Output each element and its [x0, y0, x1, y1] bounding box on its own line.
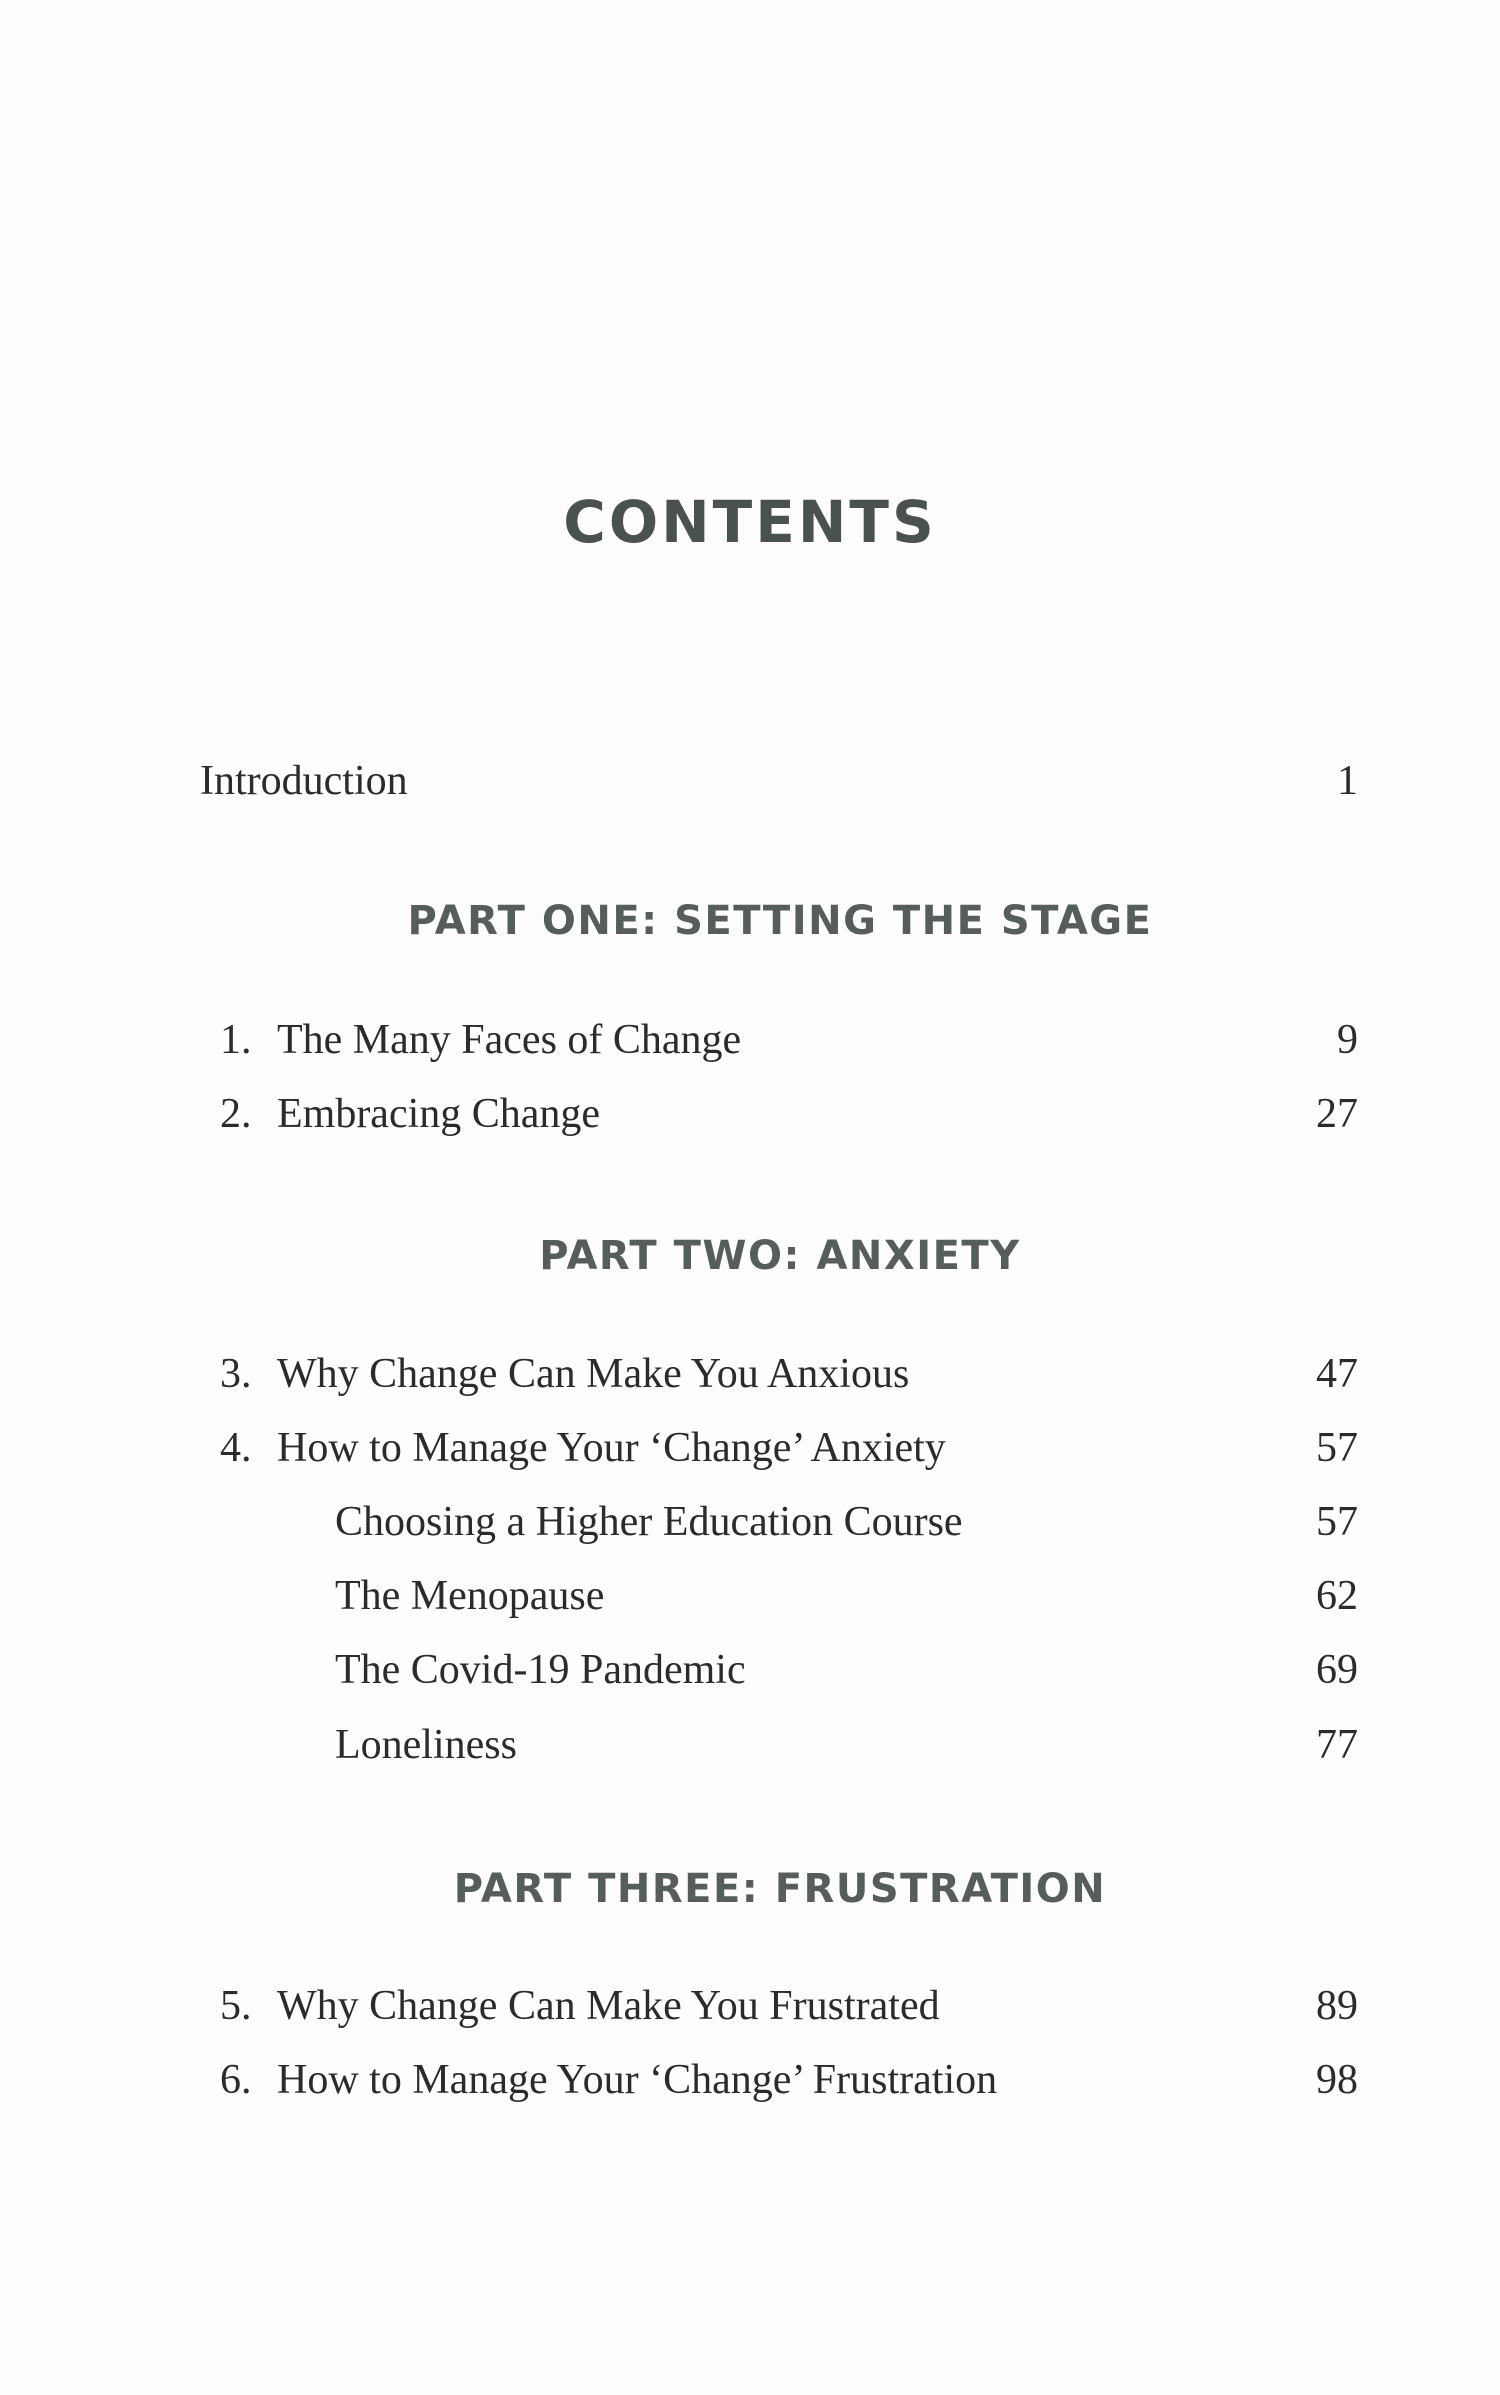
- toc-entry-title: The Menopause: [335, 1573, 605, 1619]
- chapter-number: 1.: [220, 1017, 252, 1063]
- toc-page-number: 98: [1316, 2057, 1358, 2103]
- toc-entry-title: Why Change Can Make You Frustrated: [277, 1983, 940, 2029]
- toc-entry-title: The Many Faces of Change: [277, 1017, 742, 1063]
- chapter-number: 2.: [220, 1091, 252, 1137]
- toc-page-number: 57: [1316, 1425, 1358, 1471]
- toc-entry-chapter-5[interactable]: [200, 1971, 1358, 2041]
- toc-subsection-menopause[interactable]: [200, 1561, 1358, 1631]
- toc-entry-title: Loneliness: [335, 1722, 517, 1768]
- toc-page-number: 1: [1337, 758, 1358, 804]
- toc-page-number: 69: [1316, 1647, 1358, 1693]
- toc-subsection-higher-education[interactable]: [200, 1487, 1358, 1557]
- toc-page-number: 89: [1316, 1983, 1358, 2029]
- toc-entry-title: Choosing a Higher Education Course: [335, 1499, 963, 1545]
- toc-page-number: 27: [1316, 1091, 1358, 1137]
- toc-entry-chapter-4[interactable]: [200, 1413, 1358, 1483]
- toc-subsection-loneliness[interactable]: [200, 1710, 1358, 1780]
- toc-entry-title: The Covid-19 Pandemic: [335, 1647, 746, 1693]
- toc-entry-title: Embracing Change: [277, 1091, 601, 1137]
- toc-entry-chapter-1[interactable]: [200, 1005, 1358, 1075]
- page-title: CONTENTS: [563, 488, 937, 556]
- chapter-number: 4.: [220, 1425, 252, 1471]
- toc-entry-title: How to Manage Your ‘Change’ Frustration: [277, 2057, 998, 2103]
- toc-page-number: 77: [1316, 1722, 1358, 1768]
- chapter-number: 6.: [220, 2057, 252, 2103]
- toc-subsection-covid[interactable]: [200, 1635, 1358, 1705]
- toc-page-number: 57: [1316, 1499, 1358, 1545]
- chapter-number: 5.: [220, 1983, 252, 2029]
- toc-page-number: 62: [1316, 1573, 1358, 1619]
- toc-page-number: 9: [1337, 1017, 1358, 1063]
- toc-entry-chapter-6[interactable]: [200, 2045, 1358, 2115]
- part-two-heading: PART TWO: ANXIETY: [539, 1233, 1021, 1279]
- toc-page-number: 47: [1316, 1351, 1358, 1397]
- toc-entry-title: Why Change Can Make You Anxious: [277, 1351, 910, 1397]
- toc-entry-introduction[interactable]: [200, 746, 1358, 816]
- toc-entry-title: How to Manage Your ‘Change’ Anxiety: [277, 1425, 946, 1471]
- part-three-heading: PART THREE: FRUSTRATION: [453, 1866, 1107, 1912]
- part-one-heading: PART ONE: SETTING THE STAGE: [407, 898, 1153, 944]
- chapter-number: 3.: [220, 1351, 252, 1397]
- toc-entry-chapter-3[interactable]: [200, 1339, 1358, 1409]
- toc-entry-chapter-2[interactable]: [200, 1079, 1358, 1149]
- toc-entry-title: Introduction: [200, 758, 408, 804]
